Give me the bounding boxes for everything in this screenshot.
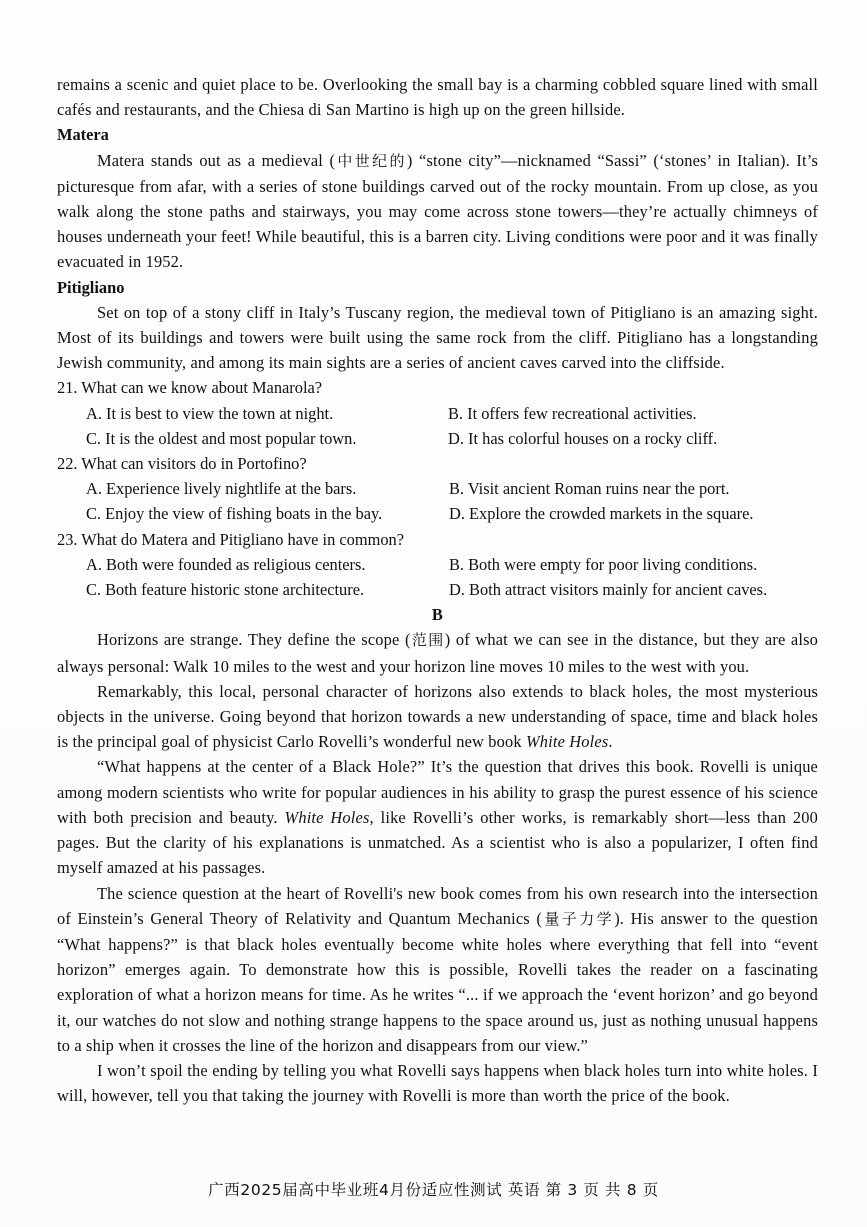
question-23-stem: 23. What do Matera and Pitigliano have in common? (57, 529, 405, 549)
gloss-quantum-mechanics-chinese: 量子力学 (542, 909, 615, 928)
question-23-option-d[interactable]: D. Both attract visitors mainly for ancient caves. (449, 580, 768, 600)
section-letter-b: B (431, 605, 444, 625)
passage-b-paragraph-3 (57, 754, 818, 880)
question-21-options-row-2 (57, 426, 818, 451)
question-22-stem: 22. What can visitors do in Portofino? (57, 454, 307, 474)
passage-b-paragraph-5: I won’t spoil the ending by telling you what Rovelli says happens when black holes turn into white holes. I will, however, tell you that taking the journey with Rovelli is more than worth the price of the book. (57, 1060, 818, 1106)
passage-b-p1-pre: Horizons are strange. They define the scope ( (97, 630, 411, 650)
passage-b-p4-post: ). His answer to the question “What happens?” is that black holes eventually become white holes where everything that fell into “event horizon” emerges again. To demonstrate how this is possible, Rovelli takes the reader on a fascinating exploration of what a horizon means for time. As he writes “... if we approach the ‘event horizon’ and go beyond it, our watches do not slow and nothing strange happens to the space around us, just as nothing unusual happens to a ship when it crosses the line of the horizon and disappears from our view.” (57, 908, 818, 1055)
passage-b-p2-pre: Remarkably, this local, personal character of horizons also extends to black holes, the most mysterious objects in the universe. Going beyond that horizon towards a new understanding of space, time and black holes is the principal goal of physicist Carlo Rovelli’s wonderful new book (57, 681, 818, 752)
passage-b-p3-post: , like Rovelli’s other works, is remarkably short—less than 200 pages. But the clarity of his explanations is unmatched. As a scientist who is also a popularizer, I often find myself amazed at his passages. (57, 807, 818, 878)
question-23-option-b[interactable]: B. Both were empty for poor living conditions. (449, 554, 758, 574)
question-22-option-d[interactable]: D. Explore the crowded markets in the square. (449, 504, 754, 524)
gloss-medieval-chinese: 中世纪的 (335, 151, 407, 170)
passage-b-p4-pre: The science question at the heart of Rovelli's new book comes from his own research into the intersection of Einstein’s General Theory of Relativity and Quantum Mechanics ( (57, 883, 818, 928)
page-footer: 广西2025届高中毕业班4月份适应性测试 英语 第 3 页 共 8 页 (208, 1181, 659, 1199)
question-21-option-a[interactable]: A. It is best to view the town at night. (86, 403, 334, 423)
question-21-option-b[interactable]: B. It offers few recreational activities. (448, 403, 697, 423)
question-22-option-a[interactable]: A. Experience lively nightlife at the bars. (86, 479, 357, 499)
question-22-option-c[interactable]: C. Enjoy the view of fishing boats in the bay. (86, 504, 383, 524)
passage-b-p3-pre: “What happens at the center of a Black Hole?” It’s the question that drives this book. Rovelli is unique among modern scientists who write for popular audiences in his ability to grasp the purest essence of his science with both precision and beauty. (57, 757, 818, 827)
matera-body-post: ) “stone city”—nicknamed “Sassi” (‘stones’ in Italian). It’s picturesque from afar, with a series of stone buildings carved out of the rocky mountain. From up close, as you walk along the stone paths and stairways, you may come across stone towers—they’re actually chimneys of houses underneath your feet! While beautiful, this is a barren city. Living conditions were poor and it was finally evacuated in 1952. (57, 150, 818, 272)
question-21-stem: 21. What can we know about Manarola? (57, 378, 323, 398)
passage-b-paragraph-2 (57, 679, 818, 755)
question-22-options-row-2 (57, 501, 818, 526)
question-23-options-row-1 (57, 552, 818, 577)
gloss-scope-chinese: 范围 (410, 631, 445, 650)
passage-a-matera-body (57, 148, 818, 275)
matera-body-pre: Matera stands out as a medieval ( (97, 150, 336, 170)
question-21-option-c[interactable]: C. It is the oldest and most popular town. (86, 428, 357, 448)
question-21-option-d[interactable]: D. It has colorful houses on a rocky cliff. (448, 428, 718, 448)
passage-a-continued-text: remains a scenic and quiet place to be. Overlooking the small bay is a charming cobbled square lined with small cafés and restaurants, and the Chiesa di San Martino is high up on the green hillside. (57, 75, 818, 120)
subheading-matera: Matera (57, 125, 109, 145)
book-title-white-holes-1: White Holes (525, 732, 609, 752)
question-23-option-c[interactable]: C. Both feature historic stone architecture. (86, 580, 365, 600)
passage-a-pitigliano-body: Set on top of a stony cliff in Italy’s Tuscany region, the medieval town of Pitigliano is an amazing sight. Most of its buildings and towers were built using the same rock from the cliff. Pitigliano has a longstanding Jewish community, and among its main sights are a series of ancient caves carved into the cliffside. (57, 302, 818, 373)
question-21-options-row-1 (57, 401, 818, 426)
passage-b-p2-post: . (608, 732, 613, 752)
question-23-options-row-2 (57, 577, 818, 602)
subheading-pitigliano: Pitigliano (57, 277, 125, 297)
page-content (57, 72, 818, 1108)
book-title-white-holes-2: White Holes (284, 807, 370, 827)
passage-b-p1-post: ) of what we can see in the distance, but they are also always personal: Walk 10 miles to the west and your horizon line moves 10 miles to the west with you. (57, 630, 818, 676)
passage-b-paragraph-4 (57, 881, 818, 1058)
question-23-option-a[interactable]: A. Both were founded as religious centers. (86, 554, 366, 574)
passage-b-paragraph-1 (57, 627, 818, 678)
question-22-option-b[interactable]: B. Visit ancient Roman ruins near the port. (449, 479, 730, 499)
question-22-options-row-1 (57, 476, 818, 501)
